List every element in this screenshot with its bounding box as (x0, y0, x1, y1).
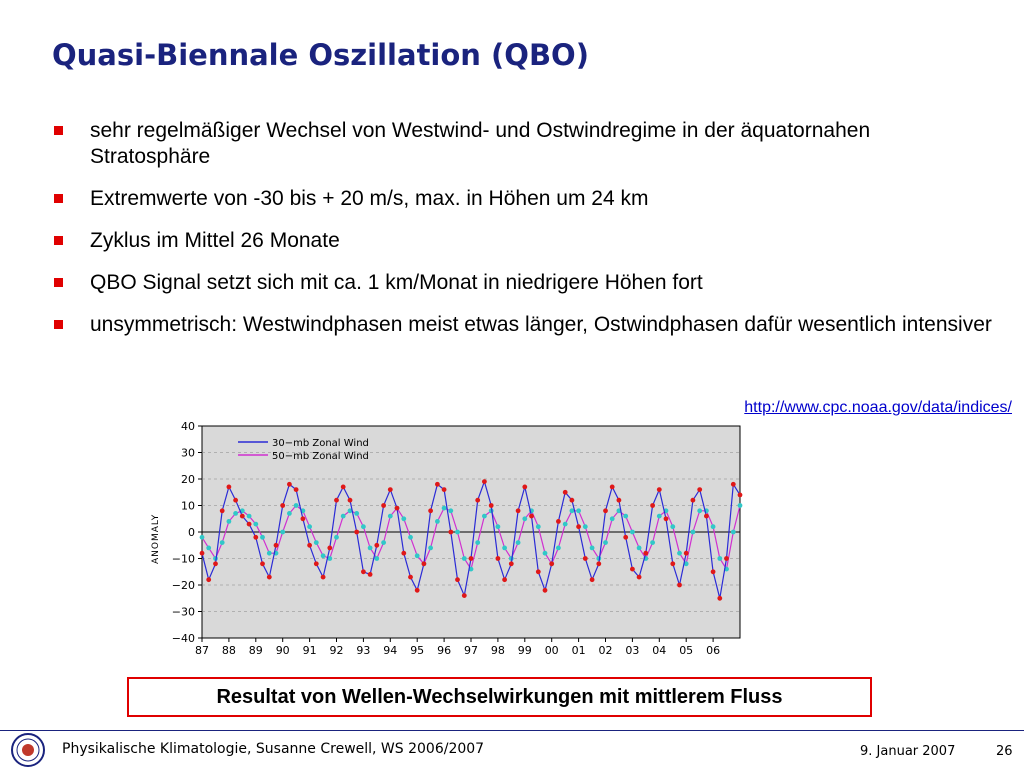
data-point-50mb (583, 524, 588, 529)
data-point-30mb (428, 508, 433, 513)
data-point-50mb (475, 540, 480, 545)
y-tick-label: −30 (171, 605, 195, 619)
data-point-30mb (583, 556, 588, 561)
data-point-30mb (341, 485, 346, 490)
data-point-30mb (576, 524, 581, 529)
data-point-30mb (475, 498, 480, 503)
data-point-50mb (200, 535, 205, 540)
data-point-30mb (617, 498, 622, 503)
data-point-30mb (596, 561, 601, 566)
data-point-30mb (374, 543, 379, 548)
data-point-30mb (294, 487, 299, 492)
data-point-50mb (321, 553, 326, 558)
data-point-30mb (717, 596, 722, 601)
data-point-30mb (691, 498, 696, 503)
bullet-text: Extremwerte von -30 bis + 20 m/s, max. in Höhen um 24 km (90, 187, 649, 210)
data-point-30mb (442, 487, 447, 492)
data-point-30mb (401, 551, 406, 556)
y-ticks (172, 420, 202, 645)
data-point-50mb (361, 524, 366, 529)
data-point-50mb (442, 506, 447, 511)
data-point-50mb (448, 508, 453, 513)
legend-label-30mb: 30−mb Zonal Wind (272, 438, 369, 449)
data-point-50mb (623, 514, 628, 519)
data-point-30mb (603, 508, 608, 513)
data-point-50mb (543, 551, 548, 556)
data-point-30mb (738, 493, 743, 498)
data-point-30mb (307, 543, 312, 548)
data-point-50mb (650, 540, 655, 545)
data-point-50mb (341, 514, 346, 519)
data-point-30mb (334, 498, 339, 503)
y-axis-label: ANOMALY (151, 513, 161, 564)
university-seal-icon (8, 732, 48, 768)
y-tick-label: 20 (181, 473, 195, 486)
data-point-50mb (354, 511, 359, 516)
data-point-50mb (603, 540, 608, 545)
data-point-30mb (361, 569, 366, 574)
data-point-50mb (280, 530, 285, 535)
y-tick-label: 40 (181, 420, 195, 433)
data-point-30mb (469, 556, 474, 561)
data-point-50mb (697, 508, 702, 513)
bullet-item (52, 270, 992, 296)
data-point-50mb (314, 540, 319, 545)
data-point-30mb (247, 522, 252, 527)
data-point-50mb (307, 524, 312, 529)
bullet-item (52, 312, 992, 338)
data-point-50mb (630, 530, 635, 535)
data-point-50mb (731, 530, 736, 535)
x-tick-label: 05 (679, 644, 694, 657)
data-point-30mb (455, 577, 460, 582)
data-point-30mb (267, 575, 272, 580)
square-bullet-icon (54, 194, 63, 203)
data-point-50mb (206, 546, 211, 551)
data-point-50mb (415, 553, 420, 558)
x-tick-label: 92 (329, 644, 344, 657)
bullet-text: sehr regelmäßiger Wechsel von Westwind- und Ostwindregime in der äquatornahen Stratosphäre (90, 119, 871, 168)
data-point-30mb (422, 561, 427, 566)
data-point-50mb (401, 516, 406, 521)
data-point-50mb (502, 546, 507, 551)
data-point-50mb (267, 551, 272, 556)
data-point-30mb (711, 569, 716, 574)
data-point-30mb (556, 519, 561, 524)
bullet-list (52, 118, 992, 354)
data-point-50mb (408, 535, 413, 540)
y-tick-label: −10 (171, 552, 195, 566)
data-point-50mb (482, 514, 487, 519)
data-point-30mb (435, 482, 440, 487)
data-point-50mb (428, 546, 433, 551)
data-point-30mb (570, 498, 575, 503)
footer-course-info: Physikalische Klimatologie, Susanne Crewell, WS 2006/2007 (62, 741, 485, 757)
data-point-30mb (522, 485, 527, 490)
data-point-30mb (301, 516, 306, 521)
x-tick-label: 87 (195, 644, 209, 657)
x-tick-label: 94 (383, 644, 398, 657)
data-point-30mb (274, 543, 279, 548)
data-point-50mb (287, 511, 292, 516)
x-tick-label: 99 (517, 644, 532, 657)
data-point-30mb (590, 577, 595, 582)
bullet-text: unsymmetrisch: Westwindphasen meist etwas länger, Ostwindphasen dafür wesentlich intensiver (90, 313, 992, 336)
data-point-30mb (395, 506, 400, 511)
data-point-30mb (731, 482, 736, 487)
data-point-50mb (576, 508, 581, 513)
data-point-50mb (260, 535, 265, 540)
data-point-50mb (462, 556, 467, 561)
x-tick-label: 03 (625, 644, 640, 657)
data-point-30mb (260, 561, 265, 566)
data-point-30mb (227, 485, 232, 490)
data-point-30mb (233, 498, 238, 503)
data-point-50mb (381, 540, 386, 545)
data-point-50mb (247, 514, 252, 519)
data-point-30mb (623, 535, 628, 540)
data-point-50mb (717, 556, 722, 561)
data-point-50mb (536, 524, 541, 529)
data-point-30mb (610, 485, 615, 490)
data-point-50mb (496, 524, 501, 529)
data-point-30mb (637, 575, 642, 580)
data-point-30mb (321, 575, 326, 580)
legend-label-50mb: 50−mb Zonal Wind (272, 451, 369, 462)
bullet-text: Zyklus im Mittel 26 Monate (90, 229, 340, 252)
data-point-30mb (684, 551, 689, 556)
x-tick-label: 96 (437, 644, 452, 657)
data-point-30mb (697, 487, 702, 492)
data-point-30mb (630, 567, 635, 572)
data-point-50mb (334, 535, 339, 540)
square-bullet-icon (54, 126, 63, 135)
result-box: Resultat von Wellen-Wechselwirkungen mit mittlerem Fluss (127, 677, 872, 717)
data-point-50mb (227, 519, 232, 524)
data-point-50mb (637, 546, 642, 551)
data-point-30mb (509, 561, 514, 566)
x-tick-label: 04 (652, 644, 667, 657)
data-point-30mb (381, 503, 386, 508)
data-point-30mb (650, 503, 655, 508)
square-bullet-icon (54, 278, 63, 287)
x-tick-label: 01 (571, 644, 586, 657)
data-point-30mb (206, 577, 211, 582)
data-point-50mb (435, 519, 440, 524)
bullet-item (52, 228, 992, 254)
data-point-30mb (496, 556, 501, 561)
data-point-30mb (462, 593, 467, 598)
x-tick-label: 97 (464, 644, 478, 657)
data-point-30mb (368, 572, 373, 577)
data-point-50mb (556, 546, 561, 551)
data-point-30mb (670, 561, 675, 566)
data-point-30mb (536, 569, 541, 574)
data-point-30mb (516, 508, 521, 513)
y-tick-label: −40 (171, 632, 195, 645)
data-point-50mb (220, 540, 225, 545)
qbo-chart (140, 412, 760, 662)
data-point-30mb (213, 561, 218, 566)
data-point-30mb (549, 561, 554, 566)
data-point-50mb (233, 511, 238, 516)
slide-title: Quasi-Biennale Oszillation (QBO) (52, 38, 589, 72)
data-point-30mb (280, 503, 285, 508)
data-point-30mb (482, 479, 487, 484)
x-tick-label: 02 (598, 644, 613, 657)
data-point-30mb (408, 575, 413, 580)
data-point-30mb (240, 514, 245, 519)
data-point-50mb (294, 503, 299, 508)
data-point-50mb (516, 540, 521, 545)
y-tick-label: 10 (181, 499, 195, 513)
data-point-50mb (670, 524, 675, 529)
data-point-50mb (691, 530, 696, 535)
data-point-50mb (388, 514, 393, 519)
data-point-30mb (253, 535, 258, 540)
data-point-50mb (522, 516, 527, 521)
source-link[interactable]: http://www.cpc.noaa.gov/data/indices/ (744, 399, 1012, 416)
x-tick-label: 90 (275, 644, 290, 657)
x-tick-label: 93 (356, 644, 371, 657)
data-point-50mb (711, 524, 716, 529)
data-point-30mb (543, 588, 548, 593)
data-point-50mb (738, 503, 743, 508)
data-point-30mb (502, 577, 507, 582)
data-point-30mb (724, 556, 729, 561)
data-point-30mb (529, 514, 534, 519)
data-point-30mb (664, 516, 669, 521)
data-point-30mb (220, 508, 225, 513)
x-tick-label: 91 (302, 644, 317, 657)
data-point-50mb (368, 546, 373, 551)
data-point-50mb (253, 522, 258, 527)
data-point-50mb (455, 530, 460, 535)
bullet-text: QBO Signal setzt sich mit ca. 1 km/Monat in niedrigere Höhen fort (90, 271, 703, 294)
data-point-30mb (314, 561, 319, 566)
data-point-50mb (677, 551, 682, 556)
y-tick-label: 30 (181, 446, 195, 460)
data-point-30mb (657, 487, 662, 492)
data-point-30mb (704, 514, 709, 519)
footer-date: 9. Januar 2007 (860, 744, 956, 759)
x-tick-label: 89 (248, 644, 263, 657)
x-ticks (195, 638, 720, 657)
data-point-30mb (200, 551, 205, 556)
bullet-item (52, 186, 992, 212)
data-point-50mb (563, 522, 568, 527)
square-bullet-icon (54, 320, 63, 329)
x-tick-label: 00 (544, 644, 559, 657)
data-point-30mb (415, 588, 420, 593)
data-point-30mb (388, 487, 393, 492)
data-point-30mb (563, 490, 568, 495)
data-point-30mb (489, 503, 494, 508)
x-tick-label: 95 (410, 644, 425, 657)
data-point-50mb (610, 516, 615, 521)
data-point-50mb (657, 514, 662, 519)
data-point-30mb (348, 498, 353, 503)
footer-divider (0, 730, 1024, 731)
data-point-50mb (590, 546, 595, 551)
x-tick-label: 88 (221, 644, 236, 657)
data-point-30mb (354, 530, 359, 535)
x-tick-label: 98 (490, 644, 505, 657)
data-point-30mb (677, 583, 682, 588)
page-number: 26 (996, 744, 1013, 759)
data-point-30mb (327, 546, 332, 551)
data-point-50mb (374, 556, 379, 561)
data-point-30mb (643, 551, 648, 556)
square-bullet-icon (54, 236, 63, 245)
data-point-30mb (287, 482, 292, 487)
x-tick-label: 06 (706, 644, 721, 657)
bullet-item (52, 118, 992, 170)
data-point-30mb (448, 530, 453, 535)
y-tick-label: −20 (171, 579, 195, 592)
y-tick-label: 0 (188, 526, 195, 539)
